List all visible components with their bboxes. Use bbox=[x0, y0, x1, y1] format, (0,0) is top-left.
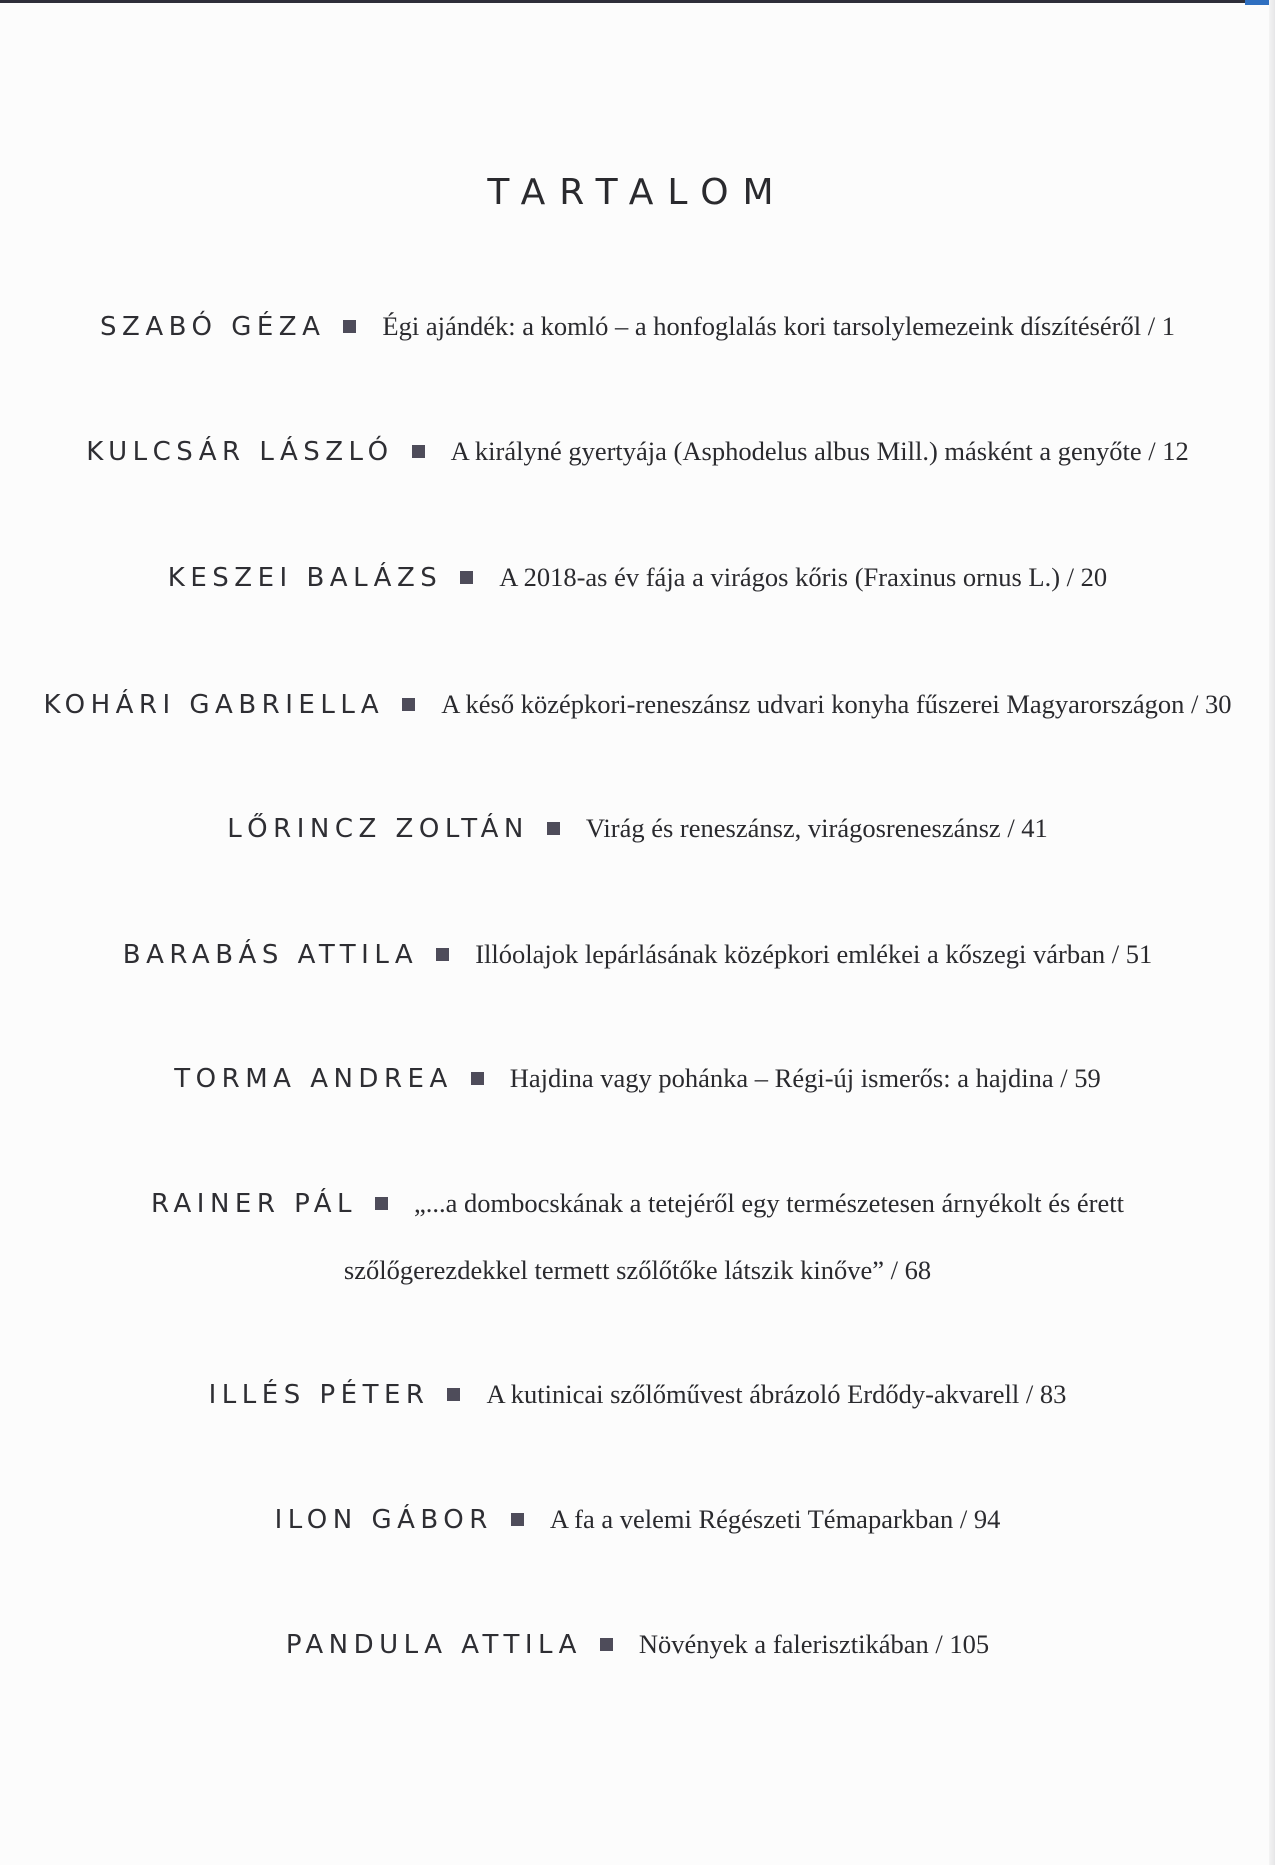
toc-author: ILLÉS PÉTER bbox=[208, 1380, 430, 1410]
toc-entry bbox=[0, 431, 1275, 476]
toc-entry bbox=[0, 934, 1275, 979]
toc-entry bbox=[0, 684, 1275, 729]
toc-entry bbox=[0, 1624, 1275, 1669]
toc-entry bbox=[0, 1058, 1275, 1103]
square-bullet-icon bbox=[471, 1072, 484, 1085]
square-bullet-icon bbox=[447, 1388, 460, 1401]
toc-entry bbox=[0, 1183, 1275, 1228]
toc-article-title: Virág és reneszánsz, virágosreneszánsz / 41 bbox=[585, 813, 1048, 843]
toc-article-title: Hajdina vagy pohánka – Régi-új ismerős: a hajdina / 59 bbox=[509, 1063, 1101, 1093]
page-right-edge-shadow bbox=[1269, 0, 1275, 1865]
toc-entry bbox=[0, 1374, 1275, 1419]
toc-entry-continuation bbox=[0, 1250, 1275, 1295]
toc-article-title: Növények a falerisztikában / 105 bbox=[638, 1629, 990, 1659]
toc-article-title: A királyné gyertyája (Asphodelus albus Mill.) másként a genyőte / 12 bbox=[450, 436, 1189, 466]
toc-author: BARABÁS ATTILA bbox=[122, 940, 419, 970]
square-bullet-icon bbox=[460, 571, 473, 584]
toc-author: ILON GÁBOR bbox=[274, 1505, 493, 1535]
square-bullet-icon bbox=[600, 1638, 613, 1651]
toc-article-title: Égi ajándék: a komló – a honfoglalás kori tarsolylemezeink díszítéséről / 1 bbox=[382, 311, 1175, 341]
toc-author: KOHÁRI GABRIELLA bbox=[43, 690, 385, 720]
toc-author: PANDULA ATTILA bbox=[285, 1630, 582, 1660]
square-bullet-icon bbox=[412, 445, 425, 458]
square-bullet-icon bbox=[375, 1197, 388, 1210]
toc-author: KULCSÁR LÁSZLÓ bbox=[86, 437, 394, 467]
square-bullet-icon bbox=[343, 320, 356, 333]
toc-article-title: A késő középkori-reneszánsz udvari konyha fűszerei Magyarországon / 30 bbox=[441, 689, 1232, 719]
toc-article-title: Illóolajok lepárlásának középkori emlékei a kőszegi várban / 51 bbox=[475, 939, 1153, 969]
square-bullet-icon bbox=[436, 948, 449, 961]
toc-article-title-continuation: szőlőgerezdekkel termett szőlőtőke látszik kinőve” / 68 bbox=[343, 1255, 932, 1285]
toc-article-title: A 2018-as év fája a virágos kőris (Fraxinus ornus L.) / 20 bbox=[499, 562, 1108, 592]
toc-entry bbox=[0, 306, 1275, 351]
square-bullet-icon bbox=[547, 822, 560, 835]
toc-article-title: A fa a velemi Régészeti Témaparkban / 94 bbox=[549, 1504, 1001, 1534]
page-title: TARTALOM bbox=[487, 172, 788, 213]
toc-author: TORMA ANDREA bbox=[174, 1064, 453, 1094]
toc-article-title: A kutinicai szőlőművest ábrázoló Erdődy-akvarell / 83 bbox=[486, 1379, 1067, 1409]
toc-author: KESZEI BALÁZS bbox=[167, 563, 443, 593]
toc-entry bbox=[0, 557, 1275, 602]
toc-entry bbox=[0, 808, 1275, 853]
square-bullet-icon bbox=[402, 698, 415, 711]
toc-author: SZABÓ GÉZA bbox=[100, 312, 326, 342]
toc-article-title: „...a dombocskának a tetejéről egy természetesen árnyékolt és érett bbox=[413, 1188, 1124, 1218]
toc-entry bbox=[0, 1499, 1275, 1544]
square-bullet-icon bbox=[511, 1513, 524, 1526]
page-top-edge bbox=[0, 0, 1275, 3]
toc-author: LŐRINCZ ZOLTÁN bbox=[227, 814, 529, 844]
toc-author: RAINER PÁL bbox=[151, 1189, 357, 1219]
